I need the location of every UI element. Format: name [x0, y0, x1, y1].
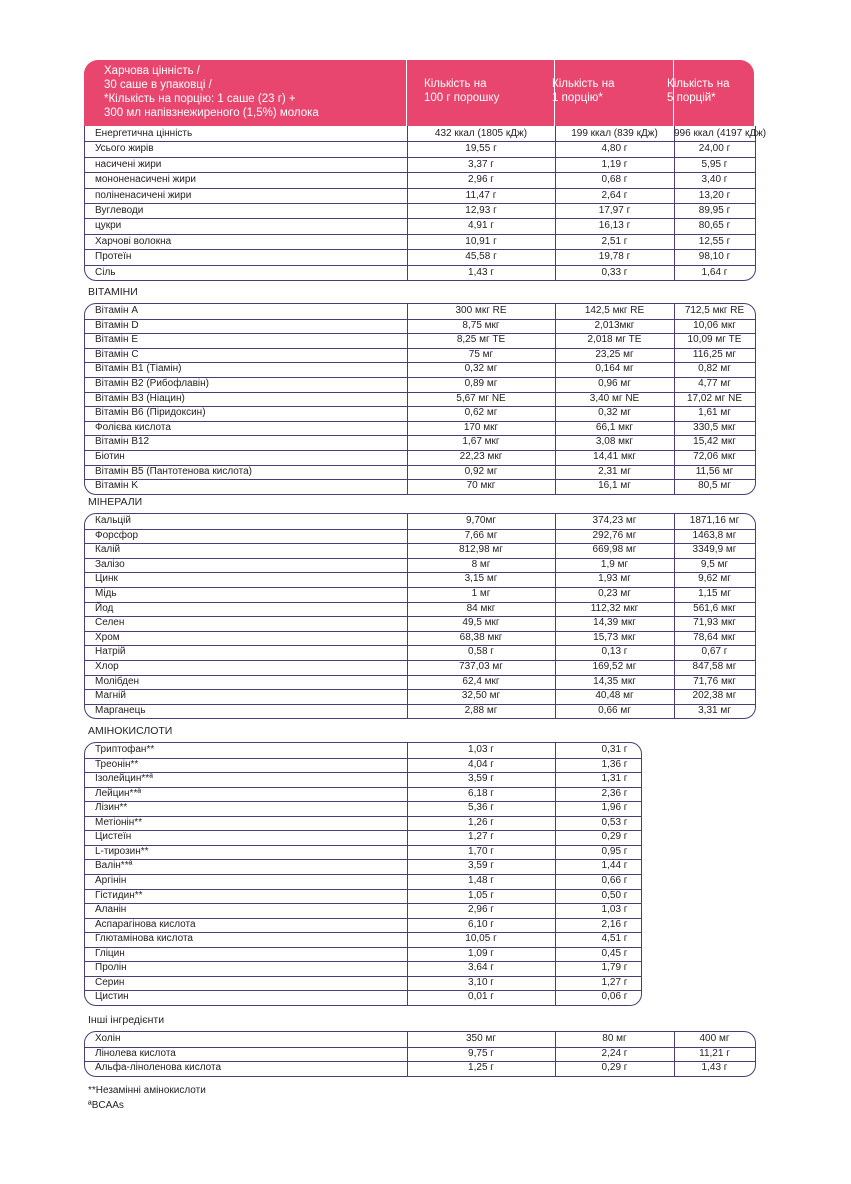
nutrient-value: 1,25 г [468, 1062, 494, 1074]
table-row [85, 450, 755, 465]
nutrient-value: 0,89 мг [464, 378, 498, 389]
nutrient-value: 1,27 г [468, 831, 494, 843]
header-col-per-100g: Кількість на 100 г порошку [424, 78, 500, 104]
nutrient-value: 112,32 мкг [590, 602, 639, 614]
nutrient-value: 0,45 г [601, 947, 628, 959]
nutrient-name: Молібден [95, 675, 140, 687]
nutrient-name: Йод [95, 602, 114, 614]
nutrient-name: Альфа-ліноленова кислота [95, 1062, 222, 1074]
table-row [85, 157, 755, 172]
nutrient-value: 8 мг [471, 558, 491, 570]
nutrient-name: мононенасичені жири [95, 174, 196, 186]
nutrient-value: 2,96 г [468, 174, 494, 186]
nutrient-name: Вітамін B3 (Ніацин) [95, 392, 185, 404]
nutrient-value: 2,31 мг [598, 465, 631, 477]
nutrient-value: 80 мг [602, 1033, 627, 1044]
nutrient-value: 16,13 г [598, 220, 631, 232]
header-col-per-5-servings: Кількість на 5 порцій* [667, 78, 730, 104]
nutrient-value: 0,62 мг [464, 407, 498, 419]
nutrient-value: 3,10 г [468, 976, 494, 988]
nutrient-value: 4,04 г [468, 758, 494, 770]
nutrient-name: Натрій [95, 646, 126, 658]
nutrient-name: Гістидин** [95, 889, 143, 901]
nutrient-value: 1,64 г [701, 266, 728, 278]
table-row [85, 932, 641, 947]
table-row [85, 348, 755, 363]
nutrient-value: 8,25 мг TE [456, 334, 506, 346]
nutrient-value: 2,96 г [468, 904, 494, 916]
nutrient-value: 1,27 г [601, 976, 628, 988]
table-row [85, 1061, 755, 1076]
table-row [85, 602, 755, 617]
nutrient-value: 5,95 г [701, 158, 728, 170]
nutrient-value: 1,31 г [601, 773, 628, 785]
nutrient-value: 9,70мг [466, 515, 496, 526]
nutrient-name: Магній [95, 690, 126, 702]
nutrient-value: 1,15 мг [698, 588, 731, 599]
table-header [84, 60, 754, 126]
nutrient-value: 737,03 мг [459, 661, 503, 672]
nutrient-value: 1,61 мг [698, 407, 731, 419]
table-row [85, 435, 755, 450]
nutrient-value: 170 мкг [463, 421, 499, 433]
nutrient-value: 1,9 мг [600, 558, 629, 570]
nutrient-value: 8,75 мкг [462, 319, 500, 331]
nutrient-value: 5,67 мг NE [456, 392, 506, 404]
nutrient-value: 11,21 г [699, 1047, 730, 1059]
nutrient-name: Вітамін K [95, 480, 138, 492]
nutrient-name: Сіль [95, 266, 116, 278]
nutrient-name: Цистин [95, 991, 129, 1003]
table-row [85, 1032, 755, 1047]
nutrient-value: 19,78 г [598, 251, 631, 263]
nutrient-value: 0,95 г [601, 845, 628, 857]
nutrient-value: 68,38 мкг [459, 631, 503, 643]
nutrient-value: 84 мкг [466, 602, 496, 614]
nutrient-value: 4,91 г [468, 220, 494, 232]
table-row [85, 616, 755, 631]
table-row [85, 758, 641, 773]
nutrient-value: 0,53 г [601, 816, 628, 828]
nutrient-value: 1,70 г [468, 845, 494, 857]
nutrient-value: 40,48 мг [595, 690, 634, 702]
table-row [85, 141, 755, 156]
table-row [85, 333, 755, 348]
nutrient-value: 3,64 г [468, 962, 494, 974]
table-row [85, 265, 755, 280]
nutrient-value: 2,51 г [601, 235, 628, 247]
nutrient-name: Лейцин**ª [95, 787, 142, 799]
nutrient-value: 1,26 г [468, 816, 494, 828]
nutrient-value: 561,6 мкг [693, 602, 736, 614]
nutrient-value: 49,5 мкг [462, 617, 500, 629]
table-row [85, 689, 755, 704]
table-row [85, 918, 641, 933]
nutrient-value: 350 мг [466, 1033, 496, 1044]
table-row [85, 465, 755, 480]
nutrient-value: 12,55 г [698, 235, 731, 247]
nutrient-value: 13,20 г [698, 189, 731, 201]
nutrient-value: 3349,9 мг [692, 544, 737, 556]
table-row [85, 772, 641, 787]
nutrient-value: 2,24 г [601, 1047, 628, 1059]
nutrient-name: Енергетична цінність [95, 128, 193, 139]
nutrient-value: 45,58 г [465, 251, 497, 263]
table-row [85, 889, 641, 904]
nutrient-value: 292,76 мг [592, 529, 637, 541]
table-row [85, 961, 641, 976]
nutrient-value: 16,1 мг [598, 480, 631, 492]
nutrient-value: 1,36 г [601, 758, 628, 770]
nutrient-value: 812,98 мг [459, 544, 503, 556]
nutrient-value: 0,23 мг [598, 588, 631, 599]
nutrient-value: 80,65 г [698, 220, 731, 232]
nutrient-value: 0,06 г [601, 991, 628, 1003]
nutrient-value: 78,64 мкг [693, 631, 736, 643]
nutrient-name: Вуглеводи [95, 205, 144, 216]
table-row [85, 392, 755, 407]
nutrient-value: 374,23 мг [592, 515, 637, 526]
nutrient-value: 4,51 г [601, 933, 628, 945]
nutrient-value: 300 мкг RE [455, 305, 507, 316]
nutrient-name: Цистеїн [95, 831, 132, 843]
table-row [85, 319, 755, 334]
footnote-bcaa: ªBCAAs [88, 1100, 124, 1111]
nutrient-value: 3,08 мкг [595, 436, 634, 448]
table-row [85, 976, 641, 991]
nutrient-value: 0,92 мг [464, 465, 498, 477]
nutrient-value: 0,13 г [601, 646, 628, 658]
table-row [85, 572, 755, 587]
header-col-per-serving: Кількість на 1 порцію* [552, 78, 615, 104]
nutrient-name: Аспарагінова кислота [95, 918, 196, 930]
nutrient-value: 432 ккал (1805 кДж) [434, 128, 528, 139]
nutrient-name: Глютамінова кислота [95, 933, 193, 945]
nutrient-value: 9,5 мг [700, 558, 729, 570]
nutrient-value: 4,77 мг [698, 378, 731, 389]
nutrient-value: 847,58 мг [692, 661, 737, 672]
table-row [85, 874, 641, 889]
nutrient-value: 199 ккал (839 кДж) [571, 128, 658, 139]
nutrient-value: 0,67 г [701, 646, 728, 658]
table-row [85, 249, 755, 264]
nutrient-value: 62,4 мкг [462, 675, 500, 687]
nutrient-name: Залізо [95, 558, 125, 570]
nutrient-value: 32,50 мг [461, 690, 501, 702]
nutrient-name: Форсфор [95, 529, 139, 541]
nutrient-value: 9,62 мг [698, 573, 731, 585]
nutrient-value: 14,39 мкг [593, 617, 636, 629]
nutrient-value: 3,59 г [468, 860, 494, 872]
table-row [85, 172, 755, 187]
nutrient-name: Вітамін B1 (Тіамін) [95, 363, 182, 375]
table-row [85, 859, 641, 874]
nutrient-value: 3,59 г [468, 773, 494, 785]
section-title: Інші інгредієнти [88, 1014, 165, 1026]
nutrient-name: Харчові волокна [95, 235, 172, 247]
table-row [85, 903, 641, 918]
section-table [84, 303, 756, 495]
table-row [85, 304, 755, 319]
section-title: ВІТАМІНИ [88, 286, 138, 298]
nutrient-value: 1,03 г [468, 744, 494, 755]
nutrient-name: Усього жирів [95, 143, 154, 155]
section-title: МІНЕРАЛИ [88, 496, 143, 508]
section-table [84, 742, 642, 1006]
nutrient-value: 0,31 г [601, 744, 628, 755]
table-row [85, 234, 755, 249]
nutrient-name: Холін [95, 1033, 121, 1044]
nutrient-value: 72,06 мкг [693, 451, 736, 462]
nutrient-value: 6,10 г [468, 918, 494, 930]
table-row [85, 704, 755, 719]
nutrient-value: 11,47 г [465, 189, 497, 201]
nutrient-name: Хлор [95, 661, 119, 672]
nutrient-name: Пролін [95, 962, 127, 974]
nutrient-name: Вітамін E [95, 334, 138, 346]
nutrient-value: 11,56 мг [695, 465, 734, 477]
nutrient-name: Валін**ª [95, 860, 133, 872]
nutrient-value: 80,5 мг [698, 480, 731, 492]
nutrient-value: 0,82 мг [698, 363, 731, 375]
nutrient-value: 669,98 мг [592, 544, 637, 556]
nutrient-value: 1,43 г [701, 1062, 728, 1074]
nutrient-name: Протеїн [95, 251, 132, 263]
nutrient-value: 0,33 г [601, 266, 628, 278]
nutrient-name: Марганець [95, 704, 146, 716]
nutrient-value: 1,67 мкг [462, 436, 500, 448]
nutrient-value: 17,02 мг NE [687, 392, 742, 404]
section-table [84, 126, 767, 281]
table-row [85, 801, 641, 816]
nutrient-value: 0,58 г [468, 646, 494, 658]
nutrient-name: поліненасичені жири [95, 189, 192, 201]
nutrient-value: 1,43 г [468, 266, 494, 278]
nutrient-value: 66,1 мкг [595, 421, 634, 433]
nutrient-value: 3,37 г [468, 158, 494, 170]
table-row [85, 787, 641, 802]
nutrient-value: 10,91 г [465, 235, 497, 247]
table-row [85, 660, 755, 675]
header-divider [406, 60, 407, 126]
nutrient-value: 0,29 г [601, 1062, 628, 1074]
table-row [85, 990, 641, 1005]
nutrient-value: 1,93 мг [598, 573, 631, 585]
nutrient-value: 12,93 г [465, 205, 497, 216]
table-row [85, 947, 641, 962]
nutrient-value: 24,00 г [698, 143, 731, 155]
nutrient-name: Біотин [95, 451, 125, 462]
nutrient-name: Аланін [95, 904, 127, 916]
nutrient-value: 0,29 г [601, 831, 628, 843]
nutrient-name: Гліцин [95, 947, 125, 959]
nutrient-value: 1,48 г [468, 874, 494, 886]
nutrient-name: Вітамін C [95, 348, 139, 360]
table-row [85, 529, 755, 544]
nutrient-value: 89,95 г [698, 205, 731, 216]
nutrient-value: 0,50 г [601, 889, 628, 901]
nutrient-value: 3,40 г [701, 174, 728, 186]
table-row [85, 816, 641, 831]
nutrient-value: 0,164 мг [595, 363, 634, 375]
nutrient-name: Вітамін B12 [95, 436, 150, 448]
nutrient-value: 9,75 г [468, 1047, 494, 1059]
nutrient-value: 1871,16 мг [689, 515, 740, 526]
nutrient-value: 2,013мкг [594, 319, 635, 331]
nutrient-value: 71,76 мкг [693, 675, 736, 687]
nutrient-value: 4,80 г [601, 143, 628, 155]
nutrient-value: 330,5 мкг [693, 421, 736, 433]
nutrient-value: 1,79 г [601, 962, 628, 974]
nutrient-name: Метіонін** [95, 816, 143, 828]
nutrient-name: Фолієва кислота [95, 421, 171, 433]
nutrient-value: 7,66 мг [464, 529, 498, 541]
table-row [85, 377, 755, 392]
nutrient-value: 712,5 мкг RE [684, 305, 745, 316]
nutrient-value: 1,05 г [468, 889, 494, 901]
nutrient-value: 22,23 мкг [459, 451, 503, 462]
nutrient-name: Калій [95, 544, 121, 556]
nutrient-value: 3,31 мг [698, 704, 731, 716]
nutrient-value: 5,36 г [468, 802, 494, 814]
table-row [85, 406, 755, 421]
nutrient-value: 1,03 г [601, 904, 628, 916]
nutrient-value: 116,25 мг [692, 348, 737, 360]
nutrient-name: Аргінін [95, 874, 127, 886]
table-row [85, 514, 755, 529]
nutrient-value: 2,16 г [601, 918, 628, 930]
nutrient-value: 0,96 мг [598, 378, 631, 389]
nutrient-value: 2,018 мг TE [587, 334, 642, 346]
nutrient-name: L-тирозин** [95, 845, 149, 857]
nutrient-value: 70 мкг [466, 480, 496, 492]
table-row [85, 188, 755, 203]
table-row [85, 558, 755, 573]
nutrient-name: Вітамін B6 (Піридоксин) [95, 407, 206, 419]
table-row [85, 830, 641, 845]
section-title: АМІНОКИСЛОТИ [88, 725, 173, 737]
section-table [84, 513, 756, 719]
table-row [85, 587, 755, 602]
nutrient-value: 0,66 г [601, 874, 628, 886]
nutrient-value: 15,73 мкг [593, 631, 636, 643]
nutrient-value: 169,52 мг [592, 661, 637, 672]
nutrient-name: Серин [95, 976, 125, 988]
section-table [84, 1031, 756, 1077]
nutrient-value: 1,44 г [601, 860, 628, 872]
table-row [85, 218, 755, 233]
header-description: Харчова цінність / 30 саше в упаковці / *Кількість на порцію: 1 саше (23 г) + 300 мл напівзнежиреного (1,5%) молока [104, 65, 319, 119]
nutrient-value: 15,42 мкг [693, 436, 736, 448]
nutrient-value: 2,36 г [601, 787, 628, 799]
nutrient-name: Кальцій [95, 515, 131, 526]
nutrient-value: 10,09 мг TE [687, 334, 742, 346]
table-row [85, 845, 641, 860]
nutrient-value: 17,97 г [598, 205, 631, 216]
nutrient-name: Селен [95, 617, 125, 629]
table-row [85, 362, 755, 377]
nutrient-name: Вітамін B5 (Пантотенова кислота) [95, 465, 253, 477]
nutrient-value: 6,18 г [468, 787, 494, 799]
nutrient-name: Лізин** [95, 802, 128, 814]
nutrient-value: 3,40 мг NE [589, 392, 640, 404]
nutrient-name: насичені жири [95, 158, 162, 170]
nutrient-value: 202,38 мг [692, 690, 737, 702]
table-row [85, 479, 755, 494]
footnote-essential: **Незамінні амінокислоти [88, 1085, 206, 1096]
nutrient-value: 98,10 г [698, 251, 731, 263]
nutrient-value: 10,06 мкг [693, 319, 736, 331]
nutrient-value: 142,5 мкг RE [584, 305, 645, 316]
nutrient-name: Треонін** [95, 758, 139, 770]
table-row [85, 675, 755, 690]
nutrient-value: 1463,8 мг [692, 529, 737, 541]
nutrient-value: 71,93 мкг [693, 617, 736, 629]
nutrient-name: Триптофан** [95, 744, 155, 755]
nutrient-name: Ізолейцин**ª [95, 773, 153, 785]
nutrient-value: 23,25 мг [595, 348, 634, 360]
nutrient-value: 0,32 мг [598, 407, 631, 419]
nutrient-value: 75 мг [468, 348, 494, 360]
nutrient-value: 0,68 г [601, 174, 628, 186]
nutrient-value: 19,55 г [465, 143, 497, 155]
nutrient-value: 400 мг [699, 1033, 730, 1044]
nutrient-value: 0,32 мг [464, 363, 498, 375]
nutrient-value: 996 ккал (4197 кДж) [674, 128, 767, 139]
nutrient-value: 14,41 мкг [593, 451, 636, 462]
nutrient-value: 10,05 г [465, 933, 497, 945]
nutrient-name: Вітамін A [95, 305, 138, 316]
nutrient-value: 0,01 г [468, 991, 494, 1003]
nutrient-value: 1,19 г [601, 158, 628, 170]
nutrient-value: 0,66 мг [598, 704, 631, 716]
nutrient-name: Вітамін B2 (Рибофлавін) [95, 378, 209, 389]
nutrient-value: 2,88 мг [464, 704, 498, 716]
nutrient-name: Мідь [95, 588, 117, 599]
nutrient-value: 3,15 мг [464, 573, 498, 585]
table-row [85, 126, 767, 141]
nutrient-value: 1 мг [471, 588, 491, 599]
table-row [85, 631, 755, 646]
table-row [85, 743, 641, 758]
table-row [85, 543, 755, 558]
table-row [85, 1047, 755, 1062]
table-row [85, 645, 755, 660]
nutrient-value: 1,96 г [601, 802, 628, 814]
nutrient-name: Лінолева кислота [95, 1047, 176, 1059]
nutrient-name: Вітамін D [95, 319, 139, 331]
nutrient-value: 2,64 г [601, 189, 628, 201]
table-row [85, 203, 755, 218]
nutrient-value: 1,09 г [468, 947, 494, 959]
nutrient-name: Цинк [95, 573, 118, 585]
nutrient-value: 14,35 мкг [593, 675, 636, 687]
nutrient-name: Хром [95, 631, 120, 643]
table-row [85, 421, 755, 436]
nutrient-name: цукри [95, 220, 122, 232]
